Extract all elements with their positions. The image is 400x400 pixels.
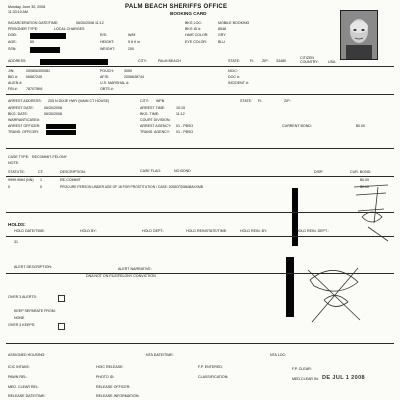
over-keeps-checkbox[interactable]: [58, 323, 65, 330]
hoic-release-label: HOIC RELEASE:: [96, 365, 124, 369]
hold-row-mark: 31: [14, 240, 18, 244]
alert-narrative-label: ALERT NARRATIVE:: [118, 267, 152, 271]
charge-statute: 0: [8, 185, 10, 189]
city-label: CITY:: [138, 59, 147, 63]
arrest-date-label: ARREST DATE:: [8, 106, 34, 110]
med-clear-in-label: MED.CLEAR IN:: [292, 377, 319, 381]
arrest-time-value: 10:15: [176, 106, 185, 110]
incident-label: INCIDENT #:: [228, 81, 249, 85]
dob-label: DOB:: [8, 33, 17, 37]
bid-value: 06587245: [26, 75, 42, 79]
photo-id-label: PHOTO ID:: [96, 375, 115, 379]
arrest-zip-label: ZIP:: [284, 99, 291, 103]
bkg-date-value: 06/30/2008: [44, 112, 62, 116]
mugshot-photo: [340, 10, 378, 60]
keep-separate-value: NONE: [14, 316, 25, 320]
charge-ct: 0: [40, 185, 42, 189]
print-date: Monday, June 30, 2008: [8, 5, 46, 9]
fbi-value: 787075K6: [26, 87, 43, 91]
keep-separate-label: KEEP SEPARATE FROM:: [14, 309, 56, 313]
marshal-label: U.S. MARSHAL #:: [100, 81, 130, 85]
handwritten-annotation: [348, 183, 392, 243]
bkg-id-value: 8548: [218, 27, 226, 31]
case-type-label: CASE TYPE:: [8, 155, 30, 159]
eye-value: BLU: [218, 40, 225, 44]
col-ct: CT:: [38, 170, 44, 174]
divider-line: [6, 66, 394, 67]
ssn-label: SSN:: [8, 47, 17, 51]
bkg-loc-value: MOBILE BOOKING: [218, 21, 250, 25]
case-flag-value: NO BOND: [174, 169, 191, 173]
charge-ct: 1: [40, 178, 42, 182]
state-label: STATE:: [228, 59, 241, 63]
eye-label: EYE COLOR:: [185, 40, 207, 44]
bkg-loc-label: BKG LOC:: [185, 21, 202, 25]
divider-line: [6, 343, 394, 344]
trans-officer-redaction: [46, 130, 76, 135]
bkg-time-value: 11:12: [176, 112, 185, 116]
col-hold-reinstate: HOLD REINSTATE/TIME:: [186, 229, 228, 233]
release-info-label: RELEASE INFORMATION:: [96, 394, 140, 398]
age-label: AGE:: [8, 40, 17, 44]
alert-narrative-value: DNA NOT ON FILE/FELONY CONVICTION: [86, 274, 156, 278]
current-bond-label: CURRENT BOND:: [282, 124, 312, 128]
afis-label: AFIS:: [100, 75, 109, 79]
age-value: 55: [30, 40, 34, 44]
bkg-date-label: BKG. DATE:: [8, 112, 28, 116]
bkg-id-label: BKG ID #:: [185, 27, 202, 31]
weight-value: 200: [128, 47, 134, 51]
fbi-label: FBI #:: [8, 87, 18, 91]
height-label: HEIGHT:: [100, 40, 115, 44]
charge-desc: PROCURE PERSON UNDER AGE OF 18 FOR PROSTITUTION / CASE: 2008CF008638AXXMB: [60, 185, 203, 189]
prisoner-type-value: LOCAL CHARGES: [54, 27, 85, 31]
bkg-time-label: BKG. TIME:: [140, 112, 160, 116]
fp-entered-label: F.P. ENTERED:: [198, 365, 223, 369]
redaction-bar: [292, 188, 298, 246]
divider-line: [6, 94, 394, 95]
col-cur-bond: CUR. BOND:: [350, 170, 372, 174]
ssn-redaction: [30, 47, 60, 53]
received-date-stamp: DE JUL 1 2008: [322, 375, 366, 381]
over-keeps-label: OVER 3 KEEPS:: [8, 323, 36, 327]
col-disp: DISP:: [314, 170, 324, 174]
nta-date-label: NTA DATE/TIME:: [146, 353, 174, 357]
charge-desc: RE-COMMIT: [60, 178, 81, 182]
obts-label: OBTS #:: [100, 87, 114, 91]
jn-label: J/N:: [8, 69, 15, 73]
afis-value: 2006638744: [124, 75, 144, 79]
classification-label: CLASSIFICATION:: [198, 375, 229, 379]
address-label: ADDRESS:: [8, 59, 27, 63]
arrest-state-label: STATE:: [240, 99, 253, 103]
court-division-label: COURT DIVISION:: [140, 118, 171, 122]
bid-label: BID #:: [8, 75, 18, 79]
arrest-city-value: WPB: [156, 99, 165, 103]
pouch-label: POUCH:: [100, 69, 114, 73]
release-officer-label: RELEASE OFFICER:: [96, 385, 131, 389]
divider-line: [6, 236, 394, 237]
fp-clear-label: F.P. CLEAR:: [292, 367, 312, 371]
incarceration-value: 06/30/2008 11:12: [76, 21, 104, 25]
arrest-agency-label: ARREST AGENCY:: [140, 124, 172, 128]
arrest-address-label: ARREST ADDRESS:: [8, 99, 42, 103]
trans-agency-label: TRANS. AGENCY:: [140, 130, 170, 134]
col-hold-rein-dept: HOLD REIN. DEPT.:: [296, 229, 329, 233]
state-value: FL: [250, 59, 255, 63]
release-date-label: RELEASE DATE/TIME:: [8, 394, 46, 398]
col-statute: STATUTE:: [8, 170, 25, 174]
print-time: 11:33:10 AM: [8, 10, 28, 14]
trans-agency-value: 01 - PBSO: [176, 130, 194, 134]
rs-value: W/M: [128, 33, 136, 37]
doc-label: DOC #:: [228, 75, 240, 79]
alert-desc-label: ALERT DESCRIPTION:: [14, 265, 53, 269]
charge-bond: $0.00: [360, 178, 369, 182]
redaction-bar: [286, 257, 294, 317]
assigned-housing-label: ASSIGNED HOUSING:: [8, 353, 46, 357]
col-hold-rein-by: HOLD REIN. BY:: [240, 229, 268, 233]
case-flag-label: CASE FLAG:: [140, 169, 162, 173]
col-description: DESCRIPTION:: [60, 170, 86, 174]
zip-value: 33480: [276, 59, 286, 63]
arrest-time-label: ARREST TIME:: [140, 106, 166, 110]
alien-label: ALIEN #:: [8, 81, 23, 85]
zip-label: ZIP:: [262, 59, 269, 63]
address-redaction: [40, 59, 108, 65]
arrest-date-value: 06/30/2008: [44, 106, 62, 110]
height-value: 5 ft 9 in: [128, 40, 140, 44]
holds-title: HOLDS:: [8, 222, 26, 227]
prisoner-type-label: PRISONER TYPE:: [8, 27, 39, 31]
current-bond-value: $0.00: [356, 124, 365, 128]
hair-label: HAIR COLOR:: [185, 33, 209, 37]
arrest-address-value: 205 N DIXIE HWY (MAIN CT HOUSE): [48, 99, 110, 103]
med-clear-rel-label: MED. CLEAR REL:: [8, 385, 39, 389]
arrest-officer-label: ARREST OFFICER:: [8, 124, 41, 128]
divider-line: [6, 212, 394, 213]
case-note-label: NOTE:: [8, 161, 19, 165]
nta-loc-label: NTA LOC:: [270, 353, 287, 357]
incarceration-label: INCARCERATION DATE/TIME:: [8, 21, 59, 25]
agency-title: PALM BEACH SHERIFFS OFFICE: [125, 4, 228, 10]
dob-redaction: [30, 33, 66, 39]
col-hold-date: HOLD DATE/TIME:: [14, 229, 45, 233]
divider-line: [6, 273, 394, 274]
hair-value: GRY: [218, 33, 226, 37]
col-hold-by: HOLD BY:: [80, 229, 97, 233]
charge-bond: $0.00: [360, 185, 369, 189]
warrant-label: WARRANT/CASE#:: [8, 118, 40, 122]
citizen-value: USA: [328, 60, 336, 64]
ncic-label: NCIC:: [228, 69, 238, 73]
citizen-label: CITIZEN COUNTRY:: [300, 56, 319, 64]
card-title: BOOKING CARD: [170, 11, 207, 16]
officer-redaction: [46, 124, 76, 129]
divider-line: [6, 176, 394, 177]
icic-intake-label: ICIC INTAKE:: [8, 365, 30, 369]
trans-officer-label: TRANS. OFFICER:: [8, 130, 39, 134]
divider-line: [6, 148, 394, 149]
jn-value: 200806300081: [26, 69, 50, 73]
col-hold-dept: HOLD DEPT.:: [142, 229, 165, 233]
case-type-value: RECOMMIT-FELONY: [32, 155, 67, 159]
over-alerts-checkbox[interactable]: [58, 295, 65, 302]
arrest-city-label: CITY:: [140, 99, 149, 103]
pouch-value: 3050: [124, 69, 132, 73]
pawn-rel-label: PAWN REL:: [8, 375, 28, 379]
weight-label: WEIGHT:: [100, 47, 115, 51]
rs-label: R/S:: [100, 33, 107, 37]
charge-statute: 9999.9064 (NN): [8, 178, 34, 182]
handwritten-annotation: [304, 260, 364, 330]
arrest-agency-value: 01 - PBSO: [176, 124, 194, 128]
over-alerts-label: OVER 3 ALERTS:: [8, 295, 37, 299]
arrest-state-value: FL: [258, 99, 263, 103]
city-value: PALM BEACH: [158, 59, 181, 63]
